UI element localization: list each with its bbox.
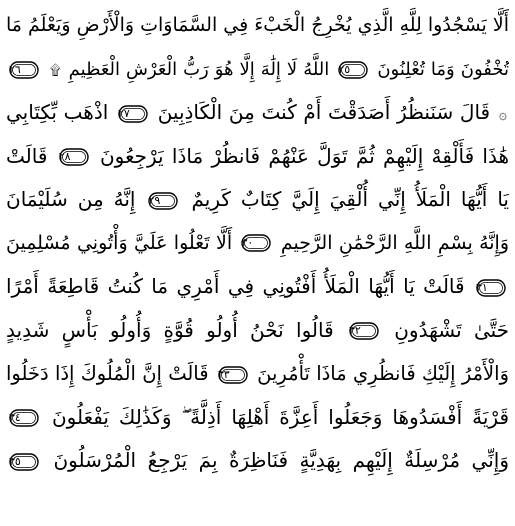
ayah-number-marker [9,452,39,472]
ayah-number-marker [118,104,148,124]
ayah-number: ٢٧ [118,106,130,120]
verse-text: حَتَّىٰ تَشْهَدُونِ [394,317,509,342]
verse-text: قَرْيَةً أَفْسَدُوهَا وَجَعَلُوا أَعِزَّةَ أَهْلِهَا أَذِلَّةً ۖ وَكَذَٰلِكَ يَفْعَلُونَ [51,404,509,429]
ayah-number: ٢٨ [58,150,71,163]
verse-line [6,178,509,222]
verse-text: تُخْفُونَ وَمَا تُعْلِنُونَ [377,58,509,80]
ayah-number: ٣٥ [9,454,21,468]
verse-line [6,396,509,440]
verse-text: يَا أَيُّهَا الْمَلَأُ إِنِّي أُلْقِيَ إِلَيَّ كِتَابٌ كَرِيمٌ [191,187,509,211]
ayah-number-marker [59,147,89,167]
verse-text: أَلَّا تَعْلُوا عَلَيَّ وَأْتُونِي مُسْلِمِينَ [6,231,233,254]
sajda-mark-icon: ۩ [50,62,61,79]
ayah-number: ٢٥ [338,62,351,76]
ayah-number-marker [338,60,368,80]
verse-line [6,4,509,48]
ayah-number-marker [9,408,39,428]
verse-text: قَالُوا نَحْنُ أُولُو قُوَّةٍ وَأُولُو بَأْسٍ شَدِيدٍ [6,317,334,342]
verse-text: وَالْأَمْرُ إِلَيْكِ فَانظُرِي مَاذَا تَأْمُرِينَ [257,362,509,385]
verse-text: اللَّهُ لَا إِلَٰهَ إِلَّا هُوَ رَبُّ الْعَرْشِ الْعَظِيمِ [68,58,330,80]
verse-text: وَإِنِّي مُرْسِلَةٌ إِلَيْهِم بِهَدِيَّةٍ فَنَاظِرَةٌ بِمَ يَرْجِعُ الْمُرْسَلُونَ [53,448,509,472]
verse-line [6,222,509,266]
sajda-mark-icon: ۞ [498,107,507,123]
verse-text: اذْهَب بِّكِتَابِي [6,100,109,124]
ayah-number: ٣٠ [241,236,254,249]
ayah-number: ٢٦ [9,62,21,76]
verse-text: قَالَتْ يَا أَيُّهَا الْمَلَأُ أَفْتُونِي فِي أَمْرِي مَا كُنتُ قَاطِعَةً أَمْرًا [6,274,465,298]
ayah-number-marker [218,365,248,385]
ayah-number: ٣١ [476,280,488,294]
ayah-number: ٣٢ [348,324,361,337]
ayah-number-marker [148,191,178,211]
verse-line [6,91,509,135]
verse-text: هَٰذَا فَأَلْقِهْ إِلَيْهِمْ ثُمَّ تَوَلَّ عَنْهُمْ فَانظُرْ مَاذَا يَرْجِعُونَ [99,143,509,168]
ayah-number: ٣٣ [217,367,230,381]
ayah-number-marker [9,60,39,80]
verse-text: وَإِنَّهُ بِسْمِ اللَّهِ الرَّحْمَٰنِ الرَّحِيمِ [280,231,509,254]
verse-line [6,48,509,92]
ayah-number: ٣٤ [9,411,21,424]
verse-text: قَالَتْ إِنَّ الْمُلُوكَ إِذَا دَخَلُوا [6,362,209,385]
ayah-number-marker [241,233,271,253]
verse-line [6,135,509,179]
verse-line [6,309,509,353]
verse-line [6,439,509,483]
verse-text: قَالَتْ [6,143,48,168]
verse-text: قَالَ سَنَنظُرُ أَصَدَقْتَ أَمْ كُنتَ مِنَ الْكَاذِبِينَ [157,100,491,124]
ayah-number-marker [349,321,379,341]
ayah-number-marker [476,278,506,298]
verse-line [6,265,509,309]
verse-text: أَلَّا يَسْجُدُوا لِلَّهِ الَّذِي يُخْرِجُ الْخَبْءَ فِي السَّمَاوَاتِ وَالْأَرْضِ وَيَعْلَمُ مَا [6,14,509,36]
verse-line [6,352,509,396]
ayah-number: ٢٩ [148,193,161,207]
verse-text: إِنَّهُ مِن سُلَيْمَانَ [6,187,136,211]
verse-lines [6,4,509,483]
